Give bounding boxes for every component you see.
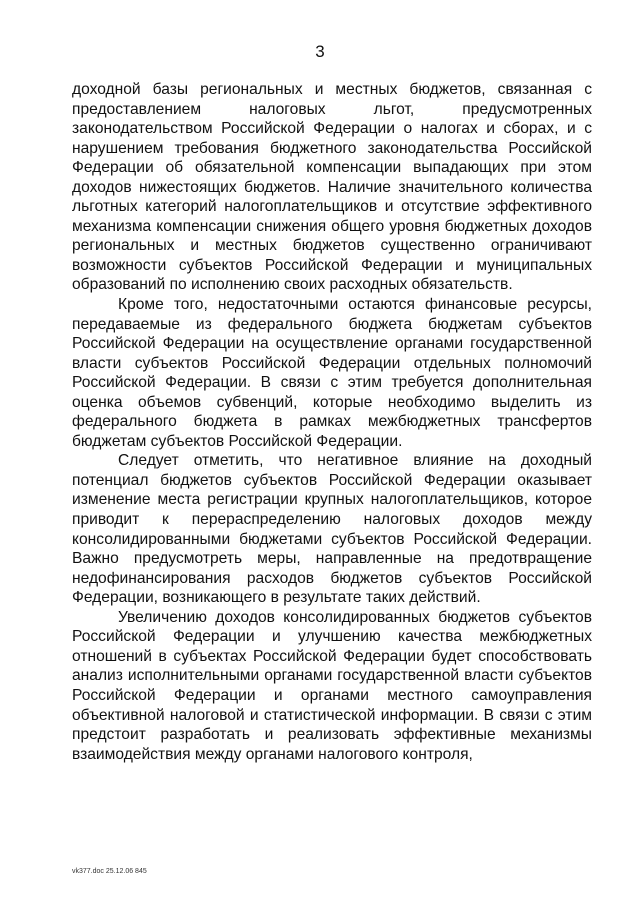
document-body bbox=[72, 80, 592, 764]
paragraph-2: Кроме того, недостаточными остаются финансовые ресурсы, передаваемые из федерального бюджета бюджетам субъектов Российской Федерации на осуществление органами государственной власти субъектов Российской Федерации отдельных полномочий Российской Федерации. В связи с этим требуется дополнительная оценка объемов субвенций, которые необходимо выделить из федерального бюджета в рамках межбюджетных трансфертов бюджетам субъектов Российской Федерации. bbox=[72, 296, 592, 450]
paragraph-4: Увеличению доходов консолидированных бюджетов субъектов Российской Федерации и улучшению качества межбюджетных отношений в субъектах Российской Федерации будет способствовать анализ исполнительными органами государственной власти субъектов Российской Федерации и органами местного самоуправления объективной налоговой и статистической информации. В связи с этим предстоит разработать и реализовать эффективные механизмы взаимодействия между органами налогового контроля, bbox=[72, 608, 592, 763]
footer-file-stamp: vk377.doc 25.12.06 845 bbox=[72, 868, 147, 875]
page-number: 3 bbox=[315, 42, 325, 61]
paragraph-1: доходной базы региональных и местных бюджетов, связанная с предоставлением налоговых льгот, предусмотренных законодательством Российской Федерации о налогах и сборах, и с нарушением требования бюджетного законодательства Российской Федерации об обязательной компенсации выпадающих при этом доходов нижестоящих бюджетов. Наличие значительного количества льготных категорий налогоплательщиков и отсутствие эффективного механизма компенсации снижения общего уровня бюджетных доходов региональных и местных бюджетов существенно ограничивают возможности субъектов Российской Федерации и муниципальных образований по исполнению своих расходных обязательств. bbox=[72, 81, 592, 294]
paragraph-3: Следует отметить, что негативное влияние на доходный потенциал бюджетов субъектов Российской Федерации оказывает изменение места регистрации крупных налогоплательщиков, которое приводит к перераспределению налоговых доходов между консолидированными бюджетами субъектов Российской Федерации. Важно предусмотреть меры, направленные на предотвращение недофинансирования расходов бюджетов субъектов Российской Федерации, возникающего в результате таких действий. bbox=[72, 452, 592, 607]
